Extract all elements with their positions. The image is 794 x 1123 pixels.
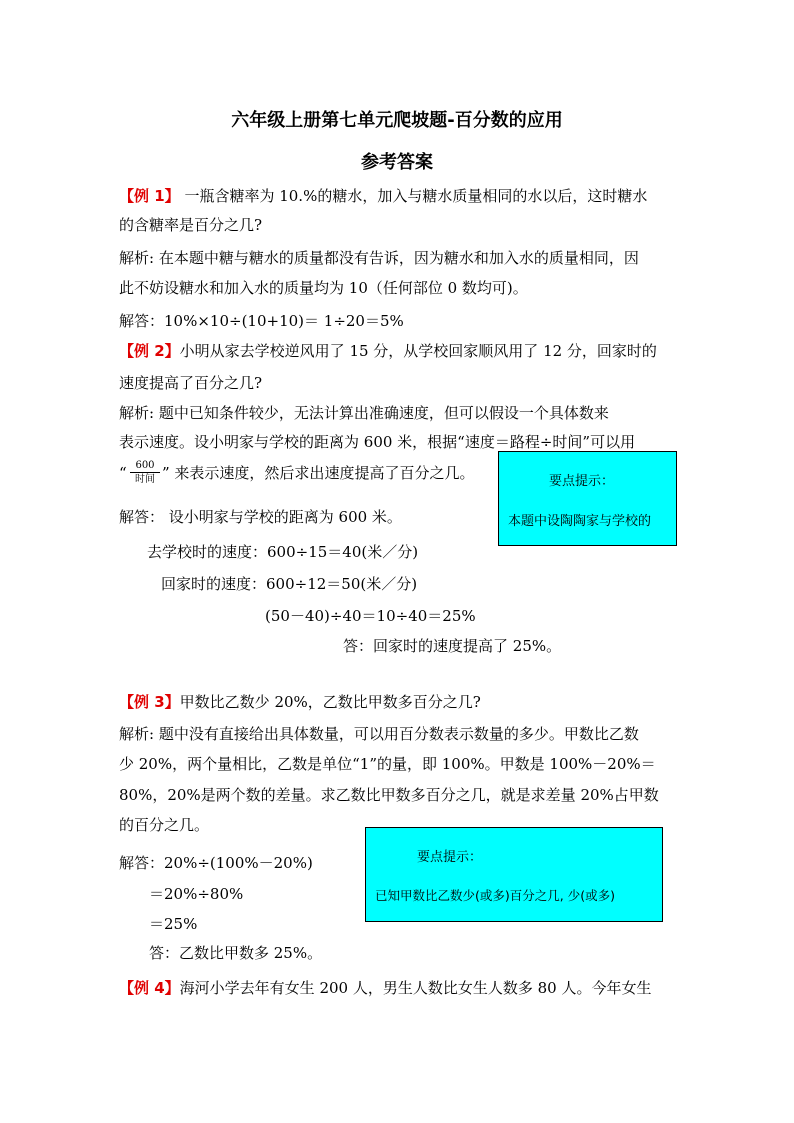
ex2-question-line-2: 速度提高了百分之几?: [119, 374, 263, 392]
ex4-question-line-1: [119, 978, 651, 998]
ex1-question-line-2: 的含糖率是百分之几?: [119, 216, 263, 234]
ex2-answer-line-2: 回家时的速度：600÷12＝50(米／分): [161, 575, 418, 593]
ex1-q1: 一瓶含糖率为 10.%的糖水，加入与糖水质量相同的水以后，这时糖水: [179, 187, 648, 205]
ex2-answer-setup: 解答： 设小明家与学校的距离为 600 米。: [119, 508, 402, 526]
page-title: 六年级上册第七单元爬坡题-百分数的应用: [231, 110, 563, 131]
ex1-answer: 解答：10%×10÷(10+10)＝ 1÷20＝5%: [119, 312, 404, 330]
ex3-analysis-line-1: 解析: 题中没有直接给出具体数量，可以用百分数表示数量的多少。甲数比乙数: [119, 725, 639, 743]
ex2-tip-box: [498, 451, 677, 546]
ex3-answer-line-2: ＝20%÷80%: [149, 885, 244, 903]
ex3-tip-title: 要点提示：: [417, 850, 483, 865]
ex3-answer-line-1: 解答：20%÷(100%－20%): [119, 854, 313, 872]
ex2-fraction-numerator: 600: [130, 460, 160, 473]
ex1-tag: 【例 1】: [119, 187, 180, 205]
ex3-question-line-1: [119, 692, 481, 712]
ex2-q1: 小明从家去学校逆风用了 15 分，从学校回家顺风用了 12 分，回家时的: [179, 342, 657, 360]
ex2-tip-text: 本题中设陶陶家与学校的: [508, 514, 652, 529]
ex2-answer-conclusion: 答：回家时的速度提高了 25%。: [343, 637, 562, 655]
ex2-analysis-line-3: ” 来表示速度，然后求出速度提高了百分之几。: [162, 464, 475, 482]
ex3-q1: 甲数比乙数少 20%，乙数比甲数多百分之几?: [179, 693, 481, 711]
ex1-analysis-line-2: 此不妨设糖水和加入水的质量均为 10（任何部位 0 数均可)。: [119, 279, 528, 297]
ex3-tip-text: 已知甲数比乙数少(或多)百分之几, 少(或多): [375, 888, 615, 903]
ex1-analysis-line-1: 解析: 在本题中糖与糖水的质量都没有告诉，因为糖水和加入水的质量相同，因: [119, 249, 639, 267]
ex2-analysis-line-1: 解析: 题中已知条件较少，无法计算出准确速度，但可以假设一个具体数来: [119, 404, 609, 422]
ex3-answer-conclusion: 答：乙数比甲数多 25%。: [149, 944, 323, 962]
ex2-fraction: [130, 460, 160, 487]
ex2-fraction-denominator: 时间: [135, 474, 155, 485]
ex4-tag: 【例 4】: [119, 979, 180, 997]
ex2-answer-line-1: 去学校时的速度：600÷15＝40(米／分): [147, 543, 419, 561]
ex2-question-line-1: [119, 341, 657, 361]
ex3-analysis-line-4: 的百分之几。: [119, 816, 210, 834]
ex3-tip-box: [365, 827, 663, 922]
ex2-tip-title: 要点提示：: [549, 474, 615, 489]
ex3-analysis-line-3: 80%，20%是两个数的差量。求乙数比甲数多百分之几，就是求差量 20%占甲数: [119, 786, 659, 804]
ex1-question-line-1: [119, 186, 647, 206]
ex2-answer-line-3: (50－40)÷40＝10÷40＝25%: [265, 607, 476, 625]
ex4-q1: 海河小学去年有女生 200 人，男生人数比女生人数多 80 人。今年女生: [179, 979, 652, 997]
ex3-answer-line-3: ＝25%: [149, 915, 198, 933]
ex3-tag: 【例 3】: [119, 693, 180, 711]
ex2-analysis-open-quote: “: [119, 464, 127, 482]
page-subtitle: 参考答案: [361, 152, 433, 173]
ex2-analysis-line-2: 表示速度。设小明家与学校的距离为 600 米，根据“速度＝路程÷时间”可以用: [119, 433, 636, 451]
ex2-tag: 【例 2】: [119, 342, 180, 360]
ex3-analysis-line-2: 少 20%，两个量相比，乙数是单位“1”的量，即 100%。甲数是 100%－20%＝: [119, 755, 656, 773]
